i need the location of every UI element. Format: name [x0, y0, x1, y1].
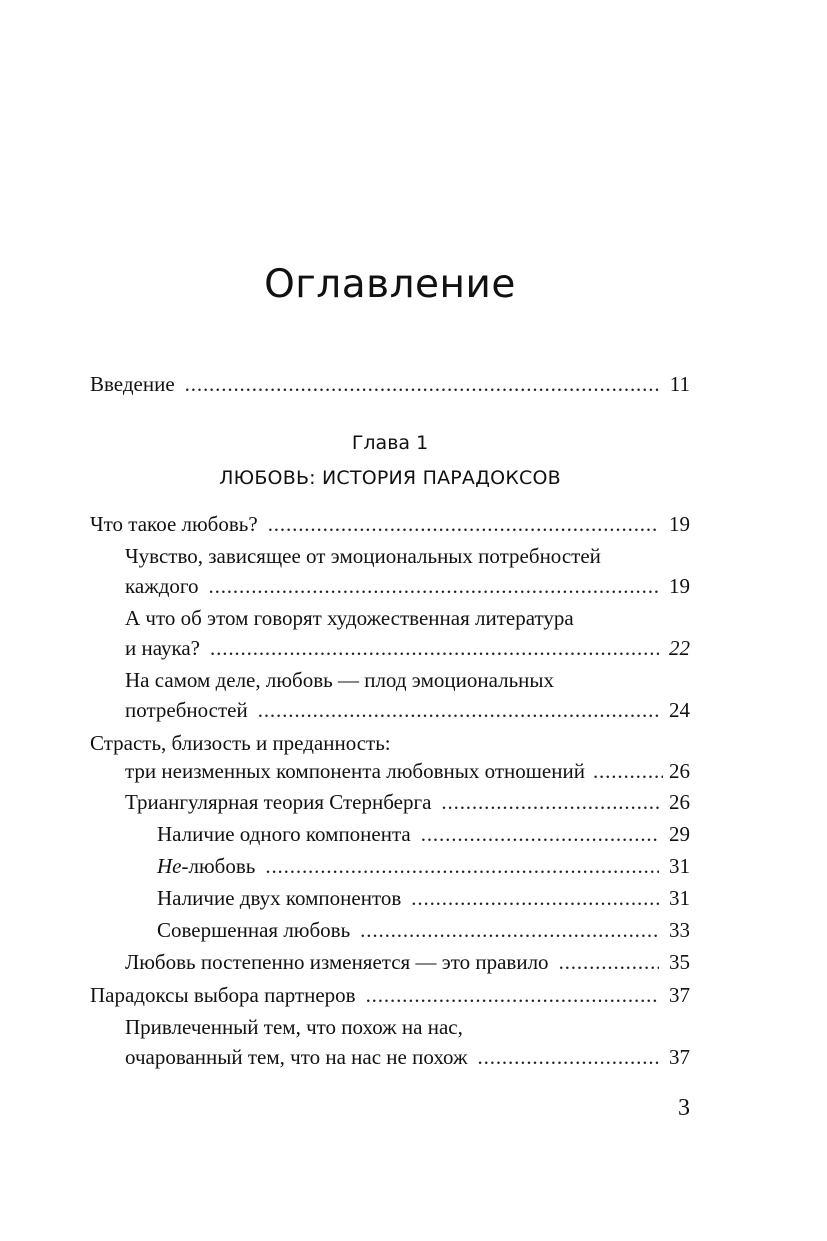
toc-page-number: 33 [669, 918, 690, 942]
toc-entry[interactable] [157, 818, 690, 850]
dot-leader [411, 882, 659, 914]
toc-entry-label [157, 850, 255, 882]
toc-entry-intro[interactable] [90, 368, 690, 400]
toc-entry-label-rest: -любовь [181, 854, 256, 878]
toc-entry-line[interactable]: А что об этом говорят художественная литература [125, 606, 574, 630]
toc-page-number: 19 [669, 574, 690, 598]
toc-page-number: 31 [669, 886, 690, 910]
dot-leader [268, 508, 659, 540]
toc-entry-label-italic: Не [157, 854, 182, 878]
toc-entry[interactable] [90, 979, 690, 1011]
toc-entry-label: и наука? [125, 636, 201, 660]
dot-leader [209, 570, 660, 602]
dot-leader [441, 786, 659, 818]
toc-entry-line[interactable]: Чувство, зависящее от эмоциональных потребностей [125, 544, 601, 568]
page-title: Оглавление [264, 262, 516, 307]
toc-entry[interactable] [157, 882, 690, 914]
toc-entry[interactable] [125, 1041, 690, 1073]
dot-leader [421, 818, 659, 850]
dot-leader [593, 755, 663, 787]
toc-entry[interactable] [125, 570, 690, 602]
toc-entry-label: Наличие двух компонентов [157, 886, 402, 910]
toc-page-number: 37 [669, 1045, 690, 1069]
dot-leader [185, 368, 660, 400]
dot-leader [265, 850, 659, 882]
toc-entry-label: три неизменных компонента любовных отношений [125, 759, 585, 783]
toc-entry[interactable] [125, 694, 690, 726]
dot-leader [366, 979, 659, 1011]
toc-entry-label: очарованный тем, что на нас не похож [125, 1045, 468, 1069]
dot-leader [360, 914, 659, 946]
toc-entry[interactable] [90, 508, 690, 540]
toc-page-number: 11 [669, 372, 690, 396]
toc-page-number: 31 [669, 854, 690, 878]
chapter-number: Глава 1 [351, 432, 429, 454]
toc-page-number: 19 [669, 512, 690, 536]
toc-entry-line[interactable]: На самом деле, любовь — плод эмоциональных [125, 668, 555, 692]
toc-entry[interactable] [125, 755, 690, 787]
folio-page-number: 3 [678, 1095, 690, 1121]
toc-page-number: 37 [669, 983, 690, 1007]
toc-page-number: 26 [669, 790, 690, 814]
toc-entry-label: Любовь постепенно изменяется — это правило [125, 950, 549, 974]
toc-entry-line[interactable]: Страсть, близость и преданность: [90, 731, 391, 755]
toc-entry[interactable] [125, 946, 690, 978]
toc-entry-label: Триангулярная теория Стернберга [125, 790, 432, 814]
toc-entry[interactable] [157, 850, 690, 882]
dot-leader [258, 694, 659, 726]
toc-entry-label: каждого [125, 574, 199, 598]
dot-leader [478, 1041, 659, 1073]
toc-page-number: 22 [669, 636, 690, 660]
toc-entry-label: Совершенная любовь [157, 918, 351, 942]
toc-entry-label: Введение [90, 372, 175, 396]
toc-page-number: 35 [669, 950, 690, 974]
toc-entry[interactable] [157, 914, 690, 946]
toc-page-number: 29 [669, 822, 690, 846]
toc-entry-label: Что такое любовь? [90, 512, 258, 536]
toc-page-number: 24 [669, 698, 690, 722]
chapter-title: ЛЮБОВЬ: ИСТОРИЯ ПАРАДОКСОВ [219, 467, 561, 489]
toc-entry-label: потребностей [125, 698, 248, 722]
toc-entry-label: Парадоксы выбора партнеров [90, 983, 356, 1007]
toc-page-number: 26 [669, 759, 690, 783]
toc-entry[interactable] [125, 786, 690, 818]
toc-entry-label: Наличие одного компонента [157, 822, 411, 846]
dot-leader [210, 632, 659, 664]
dot-leader [559, 946, 659, 978]
toc-entry-line[interactable]: Привлеченный тем, что похож на нас, [125, 1015, 463, 1039]
toc-entry[interactable] [125, 632, 690, 664]
